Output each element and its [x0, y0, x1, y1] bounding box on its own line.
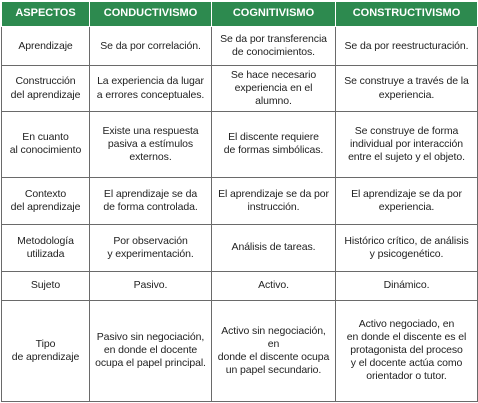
aspect-label: Aprendizaje [18, 39, 73, 52]
constructivismo-cell [336, 177, 478, 224]
header-aspectos: ASPECTOS [2, 2, 90, 27]
constructivismo-cell [336, 66, 478, 111]
constructivismo-cell [336, 111, 478, 177]
table-row [2, 300, 478, 401]
cognitivismo-cell [212, 66, 336, 111]
table-header [2, 2, 478, 27]
conductivismo-cell [90, 177, 212, 224]
cognitivismo-cell [212, 300, 336, 401]
header-cognitivismo: COGNITIVISMO [212, 2, 336, 27]
cell-text: El aprendizaje se da por instrucción. [218, 187, 329, 213]
aspect-label: Contexto del aprendizaje [10, 187, 81, 213]
cell-text: Histórico crítico, de análisis y psicogenético. [344, 234, 469, 260]
table-row [2, 66, 478, 111]
aspect-label: Tipo de aprendizaje [11, 337, 80, 363]
table-body [2, 27, 478, 402]
table-row [2, 27, 478, 66]
conductivismo-cell [90, 66, 212, 111]
aspect-cell [2, 271, 90, 300]
cell-text: Pasivo sin negociación, en donde el docente ocupa el papel principal. [95, 331, 206, 370]
constructivismo-cell [336, 27, 478, 66]
cell-text: Por observación y experimentación. [107, 234, 194, 260]
header-row [2, 2, 478, 27]
cell-text: El discente requiere de formas simbólicas. [223, 131, 324, 157]
cell-text: Se da por transferencia de conocimientos. [220, 33, 327, 59]
table-row [2, 111, 478, 177]
constructivismo-cell [336, 271, 478, 300]
cell-text: Dinámico. [383, 279, 430, 292]
cell-text: El aprendizaje se da de forma controlada. [103, 187, 198, 213]
cell-text: El aprendizaje se da por experiencia. [351, 187, 462, 213]
aspect-cell [2, 27, 90, 66]
constructivismo-cell [336, 224, 478, 271]
cell-text: Pasivo. [133, 279, 168, 292]
conductivismo-cell [90, 300, 212, 401]
aspect-label: Sujeto [30, 279, 61, 292]
cell-text: Se da por correlación. [100, 39, 201, 52]
conductivismo-cell [90, 27, 212, 66]
cognitivismo-cell [212, 111, 336, 177]
cell-text: Se da por reestructuración. [344, 39, 469, 52]
header-conductivismo: CONDUCTIVISMO [90, 2, 212, 27]
aspect-cell [2, 224, 90, 271]
header-constructivismo: CONSTRUCTIVISMO [336, 2, 478, 27]
aspect-cell [2, 111, 90, 177]
cognitivismo-cell [212, 271, 336, 300]
aspect-label: Metodología utilizada [17, 234, 74, 260]
conductivismo-cell [90, 111, 212, 177]
cell-text: Se construye a través de la experiencia. [344, 75, 469, 101]
table-row [2, 224, 478, 271]
cell-text: Activo negociado, en en donde el discente es el protagonista del proceso y el docente actúa como orientador o tutor. [346, 317, 467, 383]
cell-text: Activo. [258, 279, 289, 292]
cognitivismo-cell [212, 27, 336, 66]
cell-text: Se hace necesario experiencia en el alumno. [230, 68, 317, 108]
learning-theories-comparison-table [1, 1, 478, 402]
cell-text: La experiencia da lugar a errores conceptuales. [96, 75, 205, 101]
aspect-label: Construcción del aprendizaje [10, 75, 81, 101]
cognitivismo-cell [212, 177, 336, 224]
aspect-label: En cuanto al conocimiento [9, 131, 82, 157]
cell-text: Análisis de tareas. [231, 241, 316, 254]
constructivismo-cell [336, 300, 478, 401]
cell-text: Existe una respuesta pasiva a estímulos externos. [102, 124, 199, 163]
conductivismo-cell [90, 271, 212, 300]
aspect-cell [2, 66, 90, 111]
cell-text: Se construye de forma individual por interacción entre el sujeto y el objeto. [348, 124, 465, 163]
cognitivismo-cell [212, 224, 336, 271]
aspect-cell [2, 300, 90, 401]
conductivismo-cell [90, 224, 212, 271]
table-row [2, 177, 478, 224]
cell-text: Activo sin negociación, en donde el discente ocupa un papel secundario. [217, 324, 330, 376]
table-row [2, 271, 478, 300]
aspect-cell [2, 177, 90, 224]
